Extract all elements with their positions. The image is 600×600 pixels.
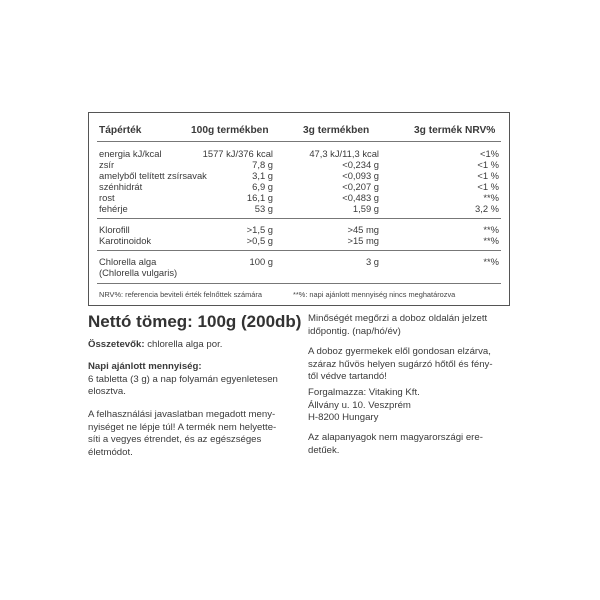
nutrition-table xyxy=(88,112,510,306)
footnote-nrv: NRV%: referencia beviteli érték felnőttek számára xyxy=(99,290,262,299)
best-before-line: időpontig. (nap/hó/év) xyxy=(308,325,401,337)
storage-block xyxy=(308,346,513,384)
distributor-line: Állvány u. 10. Veszprém xyxy=(308,399,411,411)
value-nrv: <1 % xyxy=(477,170,499,181)
nutrient-name: rost xyxy=(99,192,115,203)
value-100g: 7,8 g xyxy=(252,159,273,170)
header-nutrient: Tápérték xyxy=(99,125,142,136)
value-3g: <0,234 g xyxy=(342,159,379,170)
nutrient-name: fehérje xyxy=(99,203,128,214)
value-100g: 16,1 g xyxy=(246,192,273,203)
dosage-line: elosztva. xyxy=(88,386,126,398)
value-100g: 53 g xyxy=(254,203,273,214)
footnote-divider xyxy=(97,283,501,284)
dosage-line: 6 tabletta (3 g) a nap folyamán egyenletesen xyxy=(88,373,278,385)
net-weight-title: Nettó tömeg: 100g (200db) xyxy=(88,312,302,331)
ingredients-label: Összetevők: xyxy=(88,339,145,350)
storage-line: től védve tartandó! xyxy=(308,371,387,383)
dosage-label: Napi ajánlott mennyiség: xyxy=(88,361,202,372)
nutrient-latin-name: (Chlorella vulgaris) xyxy=(99,267,178,278)
distributor-block xyxy=(308,387,513,425)
value-nrv: <1% xyxy=(479,148,499,159)
nutrient-name: szénhidrát xyxy=(99,181,143,192)
value-3g: >15 mg xyxy=(347,235,379,246)
nutrient-name: zsír xyxy=(99,159,115,170)
dosage-block xyxy=(88,361,298,399)
origin-block xyxy=(308,432,513,457)
nutrient-name: energia kJ/kcal xyxy=(99,148,162,159)
header-divider xyxy=(97,141,501,142)
best-before-line: Minőségét megőrzi a doboz oldalán jelzett xyxy=(308,313,488,324)
footnote-stars: **%: napi ajánlott mennyiség nincs meghatározva xyxy=(293,290,456,299)
value-3g: <0,093 g xyxy=(342,170,379,181)
ingredients-value: chlorella alga por. xyxy=(144,339,223,350)
value-3g: <0,483 g xyxy=(342,192,379,203)
value-3g: 1,59 g xyxy=(352,203,379,214)
nutrient-name: Karotinoidok xyxy=(99,235,152,246)
value-nrv: **% xyxy=(483,224,499,235)
value-3g: <0,207 g xyxy=(342,181,379,192)
value-3g: 3 g xyxy=(365,256,379,267)
nutrient-name: Chlorella alga xyxy=(99,256,157,267)
group-divider xyxy=(97,218,501,219)
origin-line: detűek. xyxy=(308,444,340,456)
header-100g: 100g termékben xyxy=(191,125,269,136)
best-before-block xyxy=(308,313,513,338)
distributor-line: H-8200 Hungary xyxy=(308,412,379,424)
ingredients-block xyxy=(88,339,298,352)
warning-line: nyiséget ne lépje túl! A termék nem helyette- xyxy=(88,421,277,433)
value-3g: 47,3 kJ/11,3 kcal xyxy=(309,148,379,159)
origin-line: Az alapanyagok nem magyarországi ere- xyxy=(308,432,483,443)
value-100g: 1577 kJ/376 kcal xyxy=(202,148,273,159)
header-nrv: 3g termék NRV% xyxy=(414,125,496,136)
value-100g: 100 g xyxy=(249,256,273,267)
value-nrv: <1 % xyxy=(477,181,499,192)
value-nrv: **% xyxy=(483,192,499,203)
value-100g: 6,9 g xyxy=(252,181,273,192)
warning-block xyxy=(88,409,298,459)
group-divider xyxy=(97,250,501,251)
warning-line: síti a vegyes étrendet, és az egészséges xyxy=(88,434,262,446)
storage-line: A doboz gyermekek elől gondosan elzárva, xyxy=(308,346,491,357)
nutrient-name: amelyből telített zsírsavak xyxy=(99,170,207,181)
value-100g: >0,5 g xyxy=(246,235,273,246)
value-nrv: **% xyxy=(483,235,499,246)
storage-line: száraz hűvös helyen sugárzó hőtől és fény- xyxy=(308,358,493,370)
nutrient-name: Klorofill xyxy=(99,224,130,235)
header-3g: 3g termékben xyxy=(303,125,370,136)
value-100g: 3,1 g xyxy=(252,170,273,181)
value-100g: >1,5 g xyxy=(246,224,273,235)
warning-line: életmódot. xyxy=(88,446,133,458)
warning-line: A felhasználási javaslatban megadott meny- xyxy=(88,409,276,420)
value-nrv: **% xyxy=(483,256,499,267)
value-nrv: 3,2 % xyxy=(475,203,499,214)
distributor-line: Forgalmazza: Vitaking Kft. xyxy=(308,387,420,398)
value-3g: >45 mg xyxy=(347,224,379,235)
value-nrv: <1 % xyxy=(477,159,499,170)
